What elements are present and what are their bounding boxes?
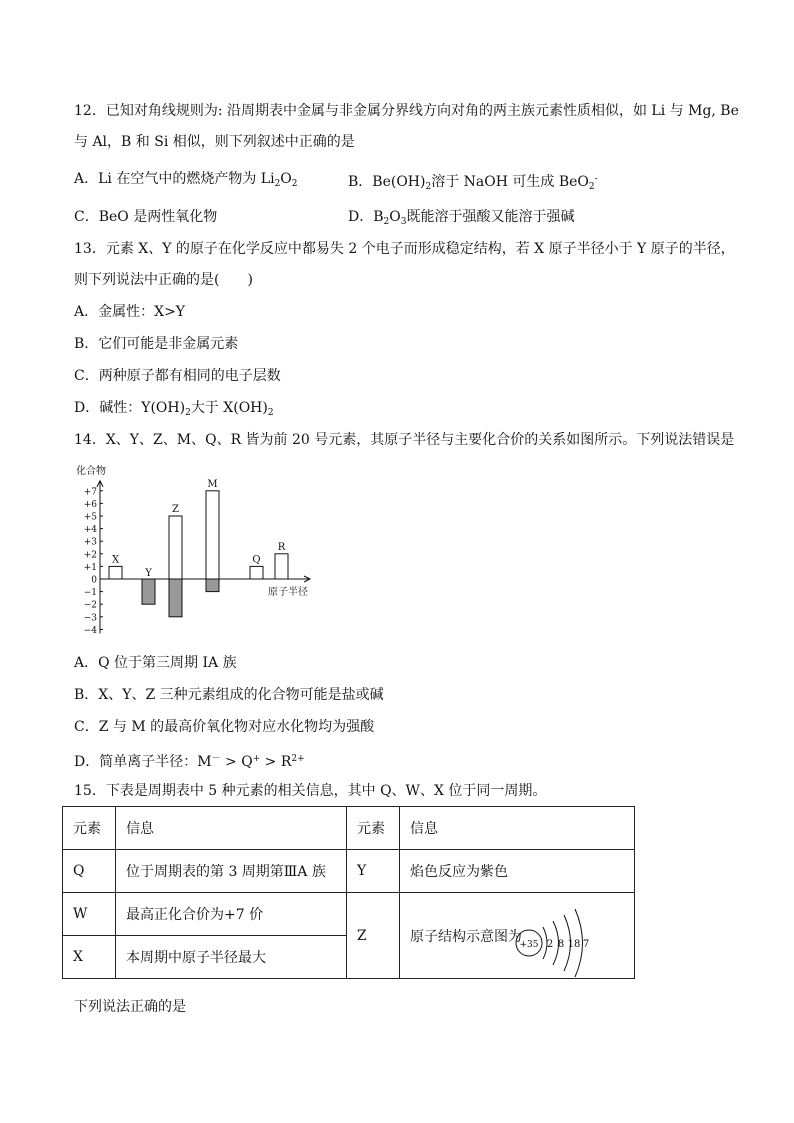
row-w-element: W (63, 893, 116, 936)
shell-count-1: 2 (546, 939, 554, 950)
q12-stem-line2: 与 Al，B 和 Si 相似，则下列叙述中正确的是 (74, 134, 355, 150)
chart-y-tick-label: +5 (83, 512, 97, 523)
row-x-info: 本周期中原子半径最大 (116, 936, 347, 979)
chart-bar-negative-Z (169, 579, 182, 617)
chart-bar-label-Q: Q (252, 554, 261, 566)
q14-option-c: C．Z 与 M 的最高价氧化物对应水化物均为强酸 (74, 719, 375, 735)
row-w-info: 最高正化合价为+7 价 (116, 893, 347, 936)
shell-count-4: 7 (582, 939, 590, 950)
header-element-2: 元素 (347, 807, 400, 850)
shell-count-2: 8 (557, 939, 565, 950)
chart-bar-label-Z: Z (172, 504, 179, 515)
chart-bar-positive-Q (250, 566, 263, 579)
chart-bar-positive-R (275, 554, 288, 579)
chart-xlabel: 原子半径 (268, 587, 308, 598)
chart-bars (109, 491, 288, 617)
q13-option-c: C．两种原子都有相同的电子层数 (74, 368, 281, 384)
row-y-element: Y (347, 850, 400, 893)
chart-bar-negative-M (206, 579, 219, 592)
chart-y-tick-label: −3 (83, 613, 97, 624)
header-info-2: 信息 (400, 807, 635, 850)
chart-bar-positive-M (206, 491, 219, 579)
q14-option-d: D．简单离子半径：$M^- > Q^+ > R^{2+}$ (74, 754, 305, 770)
chart-y-tick-label: +7 (83, 487, 97, 498)
row-z-element: Z (347, 893, 400, 979)
atomic-structure-diagram (513, 907, 593, 979)
q13-stem-line1: 13．元素 X、Y 的原子在化学反应中都易失 2 个电子而形成稳定结构，若 X 原子半径小于 Y 原子的半径， (74, 241, 735, 257)
q12-option-c: C．BeO 是两性氧化物 (74, 209, 218, 225)
header-info-1: 信息 (116, 807, 347, 850)
q13-option-d: D．碱性：$Y(OH)_2$大于 $X(OH)_2$ (74, 400, 274, 418)
q14-option-a: A．Q 位于第三周期 IA 族 (74, 655, 237, 671)
q12-option-b: B．$Be(OH)_2$溶于 NaOH 可生成 BeO$_2$- (348, 174, 598, 192)
row-y-info: 焰色反应为紫色 (400, 850, 635, 893)
q12-option-a: A．Li 在空气中的燃烧产物为 $Li_2O_2$ (74, 171, 298, 189)
nucleus-charge: +35 (519, 940, 539, 950)
chart-bar-label-Y: Y (145, 568, 152, 579)
shell-count-3: 18 (567, 939, 581, 950)
q15-followup: 下列说法正确的是 (74, 999, 186, 1015)
chart-bar-negative-Y (142, 579, 155, 604)
chart-bar-positive-X (109, 566, 122, 579)
chart-y-tick-label: +4 (83, 525, 97, 536)
row-q-info: 位于周期表的第 3 周期第ⅢA 族 (116, 850, 347, 893)
chart-bar-label-X: X (111, 554, 120, 566)
q12-option-d: D．$B_2O_3$既能溶于强酸又能溶于强碱 (348, 209, 575, 227)
q15-stem: 15．下表是周期表中 5 种元素的相关信息，其中 Q、W、X 位于同一周期。 (74, 783, 547, 799)
chart-y-tick-label: −1 (83, 588, 97, 599)
table-row (63, 850, 635, 893)
chart-ylabel: 化合物 (76, 466, 106, 477)
chart-y-tick-label: +1 (83, 562, 97, 573)
chart-bar-label-M: M (207, 478, 218, 490)
q14-stem: 14．X、Y、Z、M、Q、R 皆为前 20 号元素，其原子半径与主要化合价的关系如图所示。下列说法错误是 (74, 432, 735, 448)
chart-y-tick-label: +3 (83, 537, 97, 548)
table-header-row (63, 807, 635, 850)
chart-bar-positive-Z (169, 516, 182, 579)
q14-option-b: B．X、Y、Z 三种元素组成的化合物可能是盐或碱 (74, 687, 384, 703)
chart-y-tick-label: 0 (91, 575, 97, 586)
chart-y-tick-label: +2 (83, 550, 97, 561)
z-info-text: 原子结构示意图为 (410, 928, 522, 945)
chart-y-tick-label: +6 (83, 499, 97, 510)
row-x-element: X (63, 936, 116, 979)
q12-stem-line1: 12．已知对角线规则为: 沿周期表中金属与非金属分界线方向对角的两主族元素性质相似，如 Li 与 Mg, Be (74, 103, 739, 119)
q13-option-a: A．金属性：X>Y (74, 304, 186, 320)
chart-y-tick-label: −2 (83, 600, 97, 611)
q13-stem-line2: 则下列说法中正确的是( ) (74, 272, 253, 288)
chart-bar-label-R: R (277, 541, 286, 553)
valence-radius-chart (72, 462, 322, 640)
q13-option-b: B．它们可能是非金属元素 (74, 336, 239, 352)
chart-y-tick-label: −4 (83, 625, 97, 636)
chart-bar-labels (112, 479, 286, 579)
header-element-1: 元素 (63, 807, 116, 850)
row-q-element: Q (63, 850, 116, 893)
